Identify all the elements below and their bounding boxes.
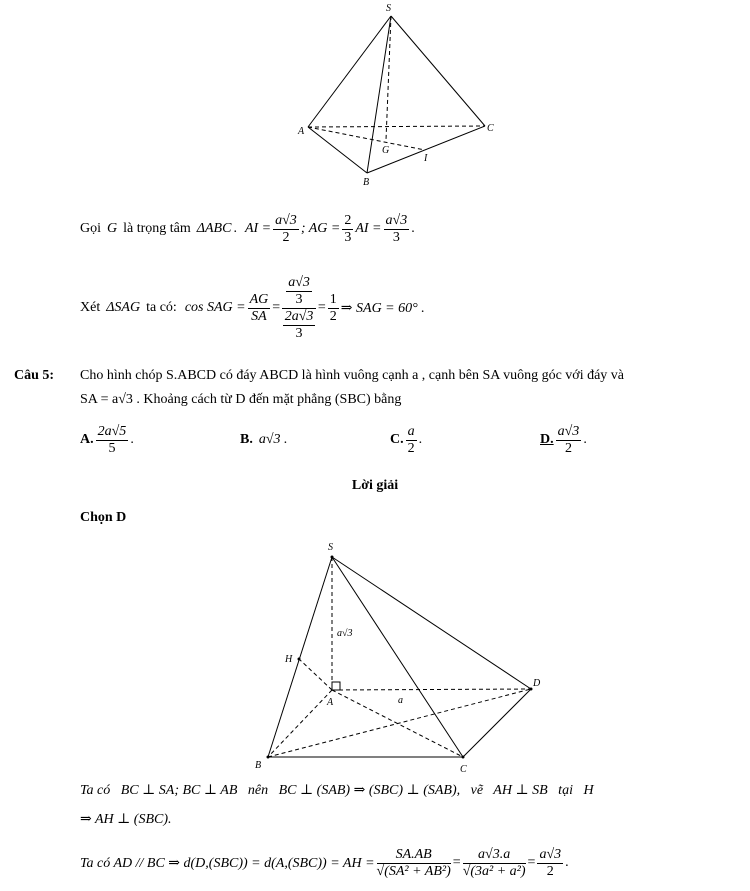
figure-tetrahedron bbox=[290, 0, 505, 195]
label-D: D bbox=[533, 678, 541, 689]
option-c[interactable] bbox=[390, 420, 422, 460]
label-S: S bbox=[328, 542, 333, 553]
text: là trọng tâm bbox=[123, 221, 191, 236]
text: Xét bbox=[80, 300, 101, 315]
fraction: $\frac{a√3.a}{\text{√(3a² + a²)}}$ bbox=[462, 846, 526, 879]
option-label: A. bbox=[80, 432, 94, 447]
label-G: G bbox=[382, 145, 390, 156]
text: Gọi bbox=[80, 221, 101, 236]
label-H: H bbox=[285, 654, 293, 665]
answer-choice: Chọn D bbox=[80, 510, 127, 525]
label-side: a bbox=[398, 695, 403, 706]
label-A: A bbox=[298, 126, 305, 137]
text: AI = bbox=[355, 221, 382, 236]
text: = bbox=[317, 300, 326, 315]
text: = bbox=[452, 855, 461, 870]
edge-AB bbox=[268, 690, 332, 757]
point-H bbox=[298, 658, 301, 661]
point-C bbox=[462, 756, 465, 759]
label-C: C bbox=[487, 123, 494, 134]
label-A: A bbox=[327, 697, 334, 708]
segment-AI bbox=[308, 127, 425, 150]
solution-line1: Ta có BC ⊥ SA; BC ⊥ AB nên BC ⊥ (SAB) ⇒ (SBC) ⊥ (SAB), vẽ AH ⊥ SB tại H bbox=[80, 783, 594, 798]
fraction: $\frac{2}{3}$ bbox=[344, 212, 352, 245]
option-d[interactable] bbox=[540, 420, 587, 460]
option-a[interactable] bbox=[80, 420, 134, 460]
edge-CD bbox=[463, 689, 531, 757]
edge-SC bbox=[391, 16, 485, 126]
fraction: $\frac{a√3}{2}$ bbox=[275, 212, 297, 245]
compound-fraction: $\frac{\frac{a√3}{3}}{\frac{2a√3}{3}}$ bbox=[282, 275, 316, 342]
solution-prev-line1 bbox=[80, 211, 415, 247]
solution-line3 bbox=[80, 840, 569, 886]
figure-pyramid bbox=[245, 535, 555, 775]
edge-AD bbox=[332, 689, 531, 690]
answer-heading: Lời giải bbox=[351, 478, 399, 493]
edge-SB bbox=[268, 557, 332, 757]
text: Ta có AD // BC ⇒ d(D,(SBC)) = d(A,(SBC)) = AH = bbox=[80, 855, 375, 871]
fraction: $\frac{a√3}{3}$ bbox=[385, 212, 408, 245]
text: = bbox=[272, 300, 281, 315]
question-text-line1: Cho hình chóp S.ABCD có đáy ABCD là hình vuông cạnh a , cạnh bên SA vuông góc với đáy và bbox=[80, 368, 625, 383]
option-content: a√3 . bbox=[258, 432, 288, 447]
text: cos SAG = bbox=[184, 300, 246, 315]
right-angle-mark bbox=[332, 682, 340, 690]
fraction: $\frac{a}{2}$ bbox=[407, 423, 415, 456]
text: . bbox=[130, 432, 134, 447]
option-label: B. bbox=[240, 432, 253, 447]
text: ta có: bbox=[146, 300, 177, 315]
text: ΔSAG bbox=[106, 300, 141, 315]
solution-line2: ⇒ AH ⊥ (SBC). bbox=[80, 812, 172, 827]
solution-prev-line2 bbox=[80, 266, 425, 350]
option-label: C. bbox=[390, 432, 404, 447]
text: . bbox=[418, 432, 423, 447]
label-I: I bbox=[424, 153, 428, 164]
fraction: $\frac{AG}{SA}$ bbox=[249, 291, 269, 324]
text: . bbox=[411, 221, 415, 236]
label-B: B bbox=[363, 177, 370, 188]
question-number: Câu 5: bbox=[14, 368, 55, 383]
segment-AH bbox=[299, 659, 332, 690]
text: ; AG = bbox=[300, 221, 341, 236]
text: G bbox=[107, 221, 118, 236]
option-label: D. bbox=[540, 432, 554, 447]
label-height: a√3 bbox=[337, 628, 353, 639]
text: ⇒ SAG = 60° . bbox=[340, 300, 425, 316]
edge-SA bbox=[308, 16, 391, 127]
edge-AB bbox=[308, 127, 367, 173]
label-B: B bbox=[255, 760, 262, 771]
text: . bbox=[233, 221, 237, 236]
fraction: $\frac{SA.AB}{\text{√(SA² + AB²)}}$ bbox=[376, 846, 451, 879]
point-S bbox=[331, 556, 334, 559]
edge-SC bbox=[332, 557, 463, 757]
text: AI = bbox=[244, 221, 272, 236]
label-C: C bbox=[460, 764, 467, 775]
fraction: $\frac{a√3}{2}$ bbox=[557, 423, 580, 456]
point-B bbox=[267, 756, 270, 759]
text: . bbox=[565, 855, 569, 870]
fraction: $\frac{1}{2}$ bbox=[329, 291, 337, 324]
fraction: $\frac{2a√5}{5}$ bbox=[97, 423, 127, 456]
label-S: S bbox=[386, 3, 391, 14]
edge-AC bbox=[308, 126, 485, 127]
question-text-line2: SA = a√3 . Khoảng cách từ D đến mặt phẳng (SBC) bằng bbox=[80, 392, 402, 407]
edge-SD bbox=[332, 557, 531, 689]
text: ΔABC bbox=[196, 221, 232, 236]
fraction: $\frac{a√3}{2}$ bbox=[539, 846, 562, 879]
option-b[interactable] bbox=[240, 420, 288, 460]
text: . bbox=[583, 432, 587, 447]
text: = bbox=[527, 855, 536, 870]
